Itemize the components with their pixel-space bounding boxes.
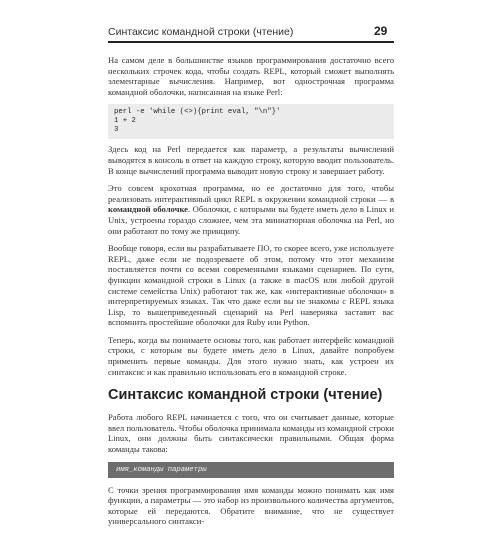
page-header [0, 0, 500, 42]
page-body [108, 55, 394, 534]
paragraph-next-steps: Теперь, когда вы понимаете основы того, как работает интерфейс командной строки, с которым вы будете иметь дело в Linux, давайте попробуем применить первые команды. Для этого нужно знать, как устроен их синтаксис и как правильно использовать его в командной строке. [108, 334, 394, 377]
page-number: 29 [374, 24, 388, 38]
header-divider [108, 41, 394, 43]
code-line: perl -e 'while (<>){print eval, "\n"}' [114, 108, 281, 117]
paragraph-perl-explanation: Здесь код на Perl передается как параметр, а результаты вычислений выводятся в консоль в ответ на каждую строку, которую вводит пользователь. В конце вычислений программа выводит новую строку и завершает работу. [108, 144, 394, 176]
code-block [108, 104, 394, 139]
paragraph-command-arguments: С точки зрения программирования имя команды можно понимать как имя функции, а параметры — это набор из произвольного количества аргументов, которые ей передаются. Обратите внимание, что не существует универсального синтакси- [108, 484, 394, 527]
bold-term: командной оболочке [108, 204, 189, 215]
paragraph-shell-definition [108, 183, 394, 236]
section-heading: Синтаксис командной строки (чтение) [108, 387, 383, 404]
paragraph-command-form: Работа любого REPL начинается с того, что он считывает данные, которые ввел пользователь. Чтобы оболочка принимала команды из командной строки Linux, они должны быть синтаксически правильными. Общая форма команды такова: [108, 412, 394, 455]
code-line: 1 + 2 [114, 117, 136, 126]
syntax-box: имя_команды параметры [108, 462, 394, 478]
text-span: Это совсем крохотная программа, но ее достаточно для того, чтобы реализовать интерактивный цикл REPL в окружении командной строки — в [108, 183, 394, 204]
text-span: . Оболочки, с которыми вы будете иметь дело в Linux и Unix, устроены гораздо сложнее, чем эта миниатюрная оболочка на Perl, но они работают по тому же принципу. [108, 204, 394, 236]
paragraph-repl-usage: Вообще говоря, если вы разрабатываете ПО, то скорее всего, уже используете REPL, даже если не подозреваете об этом, потому что этот механизм поставляется почти со всеми современными языками сценариев. По сути, функции командной строки в Linux (а также в macOS или любой другой системе семейства Unix) работают так же, как «интерактивные оболочки» в интерпретируемых языках. Так что даже если вы не знакомы с REPL языка Lisp, то вышеприведенный сценарий на Perl наверняка заставит вас вспомнить простейшие оболочки для Ruby или Python. [108, 243, 394, 328]
running-header-title: Синтаксис командной строки (чтение) [108, 26, 294, 38]
paragraph-intro: На самом деле в большинстве языков программирования достаточно всего нескольких строчек кода, чтобы создать REPL, который сможет выполнять элементарные вычисления. Например, вот однострочная программа командной оболочки, написанная на языке Perl: [108, 55, 394, 97]
code-line: 3 [114, 126, 119, 135]
